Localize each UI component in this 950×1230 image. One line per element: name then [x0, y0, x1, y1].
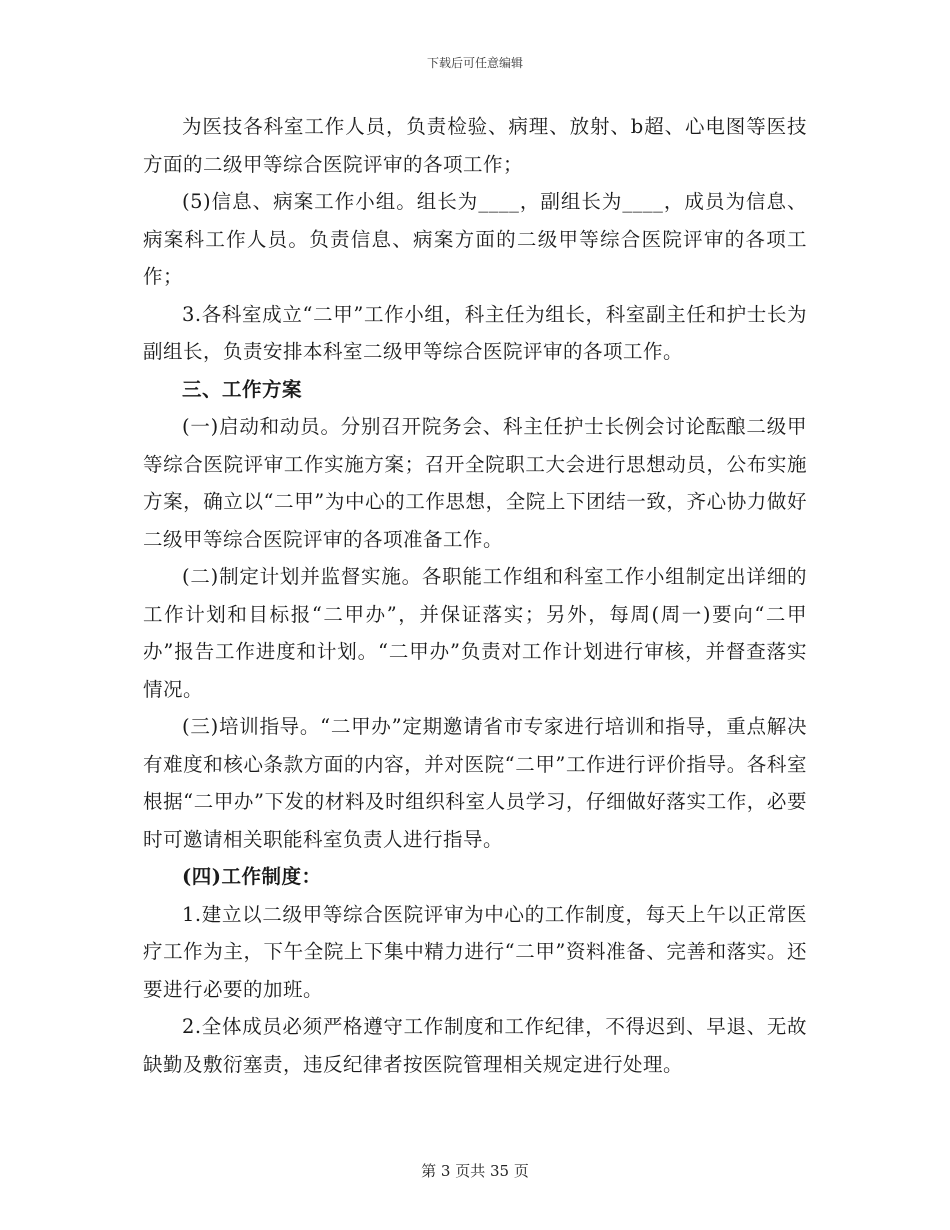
paragraph-1: 为医技各科室工作人员，负责检验、病理、放射、b超、心电图等医技方面的二级甲等综合医院评审的各项工作；: [143, 115, 807, 176]
paragraph-3: 3.各科室成立“二甲”工作小组，科主任为组长，科室副主任和护士长为副组长，负责安排本科室二级甲等综合医院评审的各项工作。: [143, 302, 807, 363]
page-number-footer: 第 3 页共 35 页: [421, 1162, 529, 1180]
paragraph-10: 2.全体成员必须严格遵守工作制度和工作纪律，不得迟到、早退、无故缺勤及敷衍塞责，违反纪律者按医院管理相关规定进行处理。: [143, 1015, 807, 1076]
paragraph-5: (一)启动和动员。分别召开院务会、科主任护士长例会讨论酝酿二级甲等综合医院评审工作实施方案；召开全院职工大会进行思想动员，公布实施方案，确立以“二甲”为中心的工作思想，全院上下团结一致，齐心协力做好二级甲等综合医院评审的各项准备工作。: [143, 415, 807, 551]
paragraph-6: (二)制定计划并监督实施。各职能工作组和科室工作小组制定出详细的工作计划和目标报“二甲办”，并保证落实；另外，每周(周一)要向“二甲办”报告工作进度和计划。“二甲办”负责对工作计划进行审核，并督查落实情况。: [143, 565, 807, 701]
paragraph-7: (三)培训指导。“二甲办”定期邀请省市专家进行培训和指导，重点解决有难度和核心条款方面的内容，并对医院“二甲”工作进行评价指导。各科室根据“二甲办”下发的材料及时组织科室人员学习，仔细做好落实工作，必要时可邀请相关职能科室负责人进行指导。: [143, 715, 807, 851]
section-heading-3: 三、工作方案: [182, 377, 303, 401]
subsection-heading-4: (四)工作制度：: [182, 865, 322, 888]
page-header: 下载后可任意编辑: [426, 56, 523, 70]
paragraph-9: 1.建立以二级甲等综合医院评审为中心的工作制度，每天上午以正常医疗工作为主，下午全院上下集中精力进行“二甲”资料准备、完善和落实。还要进行必要的加班。: [143, 902, 807, 1001]
document-body: [143, 108, 807, 1083]
paragraph-2: (5)信息、病案工作小组。组长为____，副组长为____，成员为信息、病案科工作人员。负责信息、病案方面的二级甲等综合医院评审的各项工作；: [143, 190, 807, 288]
